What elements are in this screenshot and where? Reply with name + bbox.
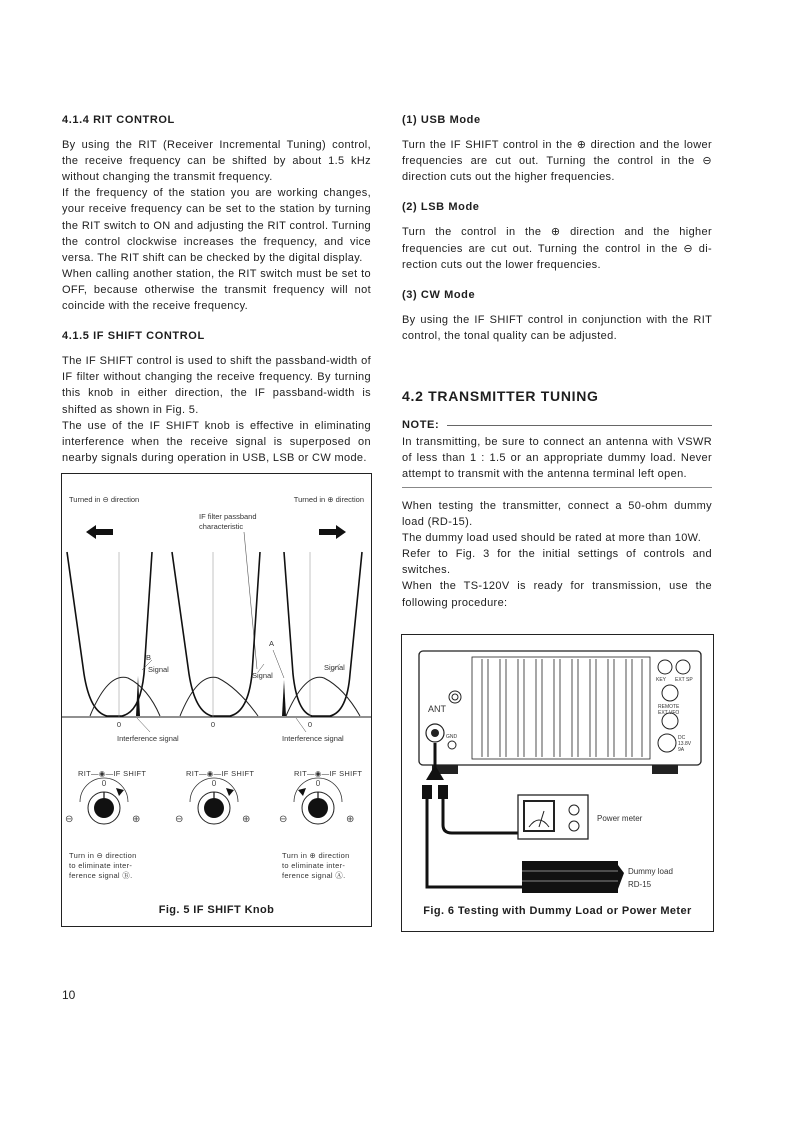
label-b: B xyxy=(146,653,152,662)
fig6-box xyxy=(401,634,714,932)
dc-spec-2: 9A xyxy=(678,747,685,753)
knob-zero-2: 0 xyxy=(211,779,217,788)
knob-minus-2: ⊖ xyxy=(175,814,184,825)
note-text: In transmitting, be sure to connect an antenna with VSWR of less than 1 : 1.5 or an appropriate dummy load. Never attempt to transmit with the antenna terminal left open. xyxy=(402,436,712,481)
signal-label-2: Signal xyxy=(252,671,273,680)
lsb-paragraph: Turn the control in the ⊕ direction and the higher frequencies are cut out. Turning the control in the ⊖ di- rection cuts out the lower frequencies. xyxy=(402,226,712,271)
ext-vfo-label: EXT VFO xyxy=(658,710,680,716)
knob-zero-1: 0 xyxy=(101,779,107,788)
dc-spec-1: 13.8V xyxy=(678,741,692,747)
dummy-load-model: RD-15 xyxy=(628,880,652,889)
note-divider xyxy=(402,487,712,488)
dummy-load-label: Dummy load xyxy=(628,867,673,876)
left-column xyxy=(62,112,371,466)
label-a: A xyxy=(269,639,275,648)
signal-label-3: Signal xyxy=(324,663,345,672)
interference-label-2: Interference signal xyxy=(282,734,344,743)
usb-paragraph: Turn the IF SHIFT control in the ⊕ direction and the lower frequencies are cut out. Turning the control in the ⊖ direction cuts out the higher frequencies. xyxy=(402,139,712,184)
page-number: 10 xyxy=(62,988,76,1002)
rit-heading: 4.1.4 RIT CONTROL xyxy=(62,114,175,126)
zero-label-3: 0 xyxy=(307,720,313,729)
knob-plus-2: ⊕ xyxy=(242,814,251,825)
cw-heading: (3) CW Mode xyxy=(402,288,476,301)
ant-label: ANT xyxy=(428,704,446,714)
dc-label: DC xyxy=(678,735,686,741)
if-shift-paragraph: The IF SHIFT control is used to shift the passband-width of IF filter without changing the receive frequency. By turning this knob in either direction, the IF passband-width is shifted as shown in Fig. 5. The use of the IF SHIFT knob is effective in eliminating interference when the receive signal is superposed on nearby signals during operation in USB, LSB or CW mode. xyxy=(62,355,371,464)
knob-zero-3: 0 xyxy=(315,779,321,788)
knob-plus-1: ⊕ xyxy=(132,814,141,825)
remote-label: REMOTE xyxy=(658,704,680,710)
knob-minus-1: ⊖ xyxy=(65,814,74,825)
knob-minus-3: ⊖ xyxy=(279,814,288,825)
usb-heading: (1) USB Mode xyxy=(402,114,481,126)
knob-label-2: RIT—◉—IF SHIFT xyxy=(186,769,255,778)
signal-label-1: Signal xyxy=(148,665,169,674)
if-shift-heading: 4.1.5 IF SHIFT CONTROL xyxy=(62,330,205,343)
right-column xyxy=(402,112,712,344)
zero-label-1: 0 xyxy=(116,720,122,729)
note-heading: NOTE: xyxy=(402,419,440,431)
turned-minus-label: Turned in ⊖ direction xyxy=(69,495,140,504)
note-block xyxy=(402,417,712,482)
transmitter-tuning-title: 4.2 TRANSMITTER TUNING xyxy=(402,388,599,404)
left-arrow xyxy=(86,525,113,539)
knob-label-1: RIT—◉—IF SHIFT xyxy=(78,769,147,778)
filter-label-2: characteristic xyxy=(199,522,244,531)
fig6-caption: Fig. 6 Testing with Dummy Load or Power Meter xyxy=(423,905,692,917)
filter-label-1: IF filter passband xyxy=(199,512,257,521)
interference-label-1: Interference signal xyxy=(117,734,179,743)
dummy-load-body xyxy=(522,861,618,893)
key-label: KEY xyxy=(656,677,667,683)
knob-plus-3: ⊕ xyxy=(346,814,355,825)
right-arrow xyxy=(319,525,346,539)
power-meter-label: Power meter xyxy=(597,814,643,823)
fig6-diagram xyxy=(402,635,713,931)
rit-paragraph: By using the RIT (Receiver Incremental Tuning) control, the receive frequency can be shifted by about 1.5 kHz without changing the transmit frequency. If the frequency of the station you are working changes, your receive frequency can be set to the station by turning the RIT switch to ON and adjusting the RIT control. Turning the control clockwise increases the frequency, and vice versa. The RIT shift can be checked by the digital display. When calling another station, the RIT switch must be set to OFF, because otherwise the transmit frequency will not coincide with the receive frequency. xyxy=(62,139,371,313)
knob-row xyxy=(62,764,371,864)
turn-plus-note: Turn in ⊕ direction to eliminate inter- ference signal Ⓐ. xyxy=(282,851,350,880)
zero-label-2: 0 xyxy=(210,720,216,729)
ext-sp-label: EXT SP xyxy=(675,677,693,683)
cw-paragraph: By using the IF SHIFT control in conjunction with the RIT control, the tonal quality can be adjusted. xyxy=(402,313,712,342)
knob-label-3: RIT—◉—IF SHIFT xyxy=(294,769,363,778)
lsb-heading: (2) LSB Mode xyxy=(402,201,480,214)
fig5-box xyxy=(61,473,372,927)
fig5-caption: Fig. 5 IF SHIFT Knob xyxy=(158,904,275,916)
turn-minus-note: Turn in ⊖ direction to eliminate inter- ference signal Ⓑ. xyxy=(69,851,137,880)
gnd-label: GND xyxy=(446,734,458,740)
turned-plus-label: Turned in ⊕ direction xyxy=(293,495,364,504)
transmitter-paragraph: When testing the transmitter, connect a 50-ohm dummy load (RD-15). The dummy load used should be rated at more than 10W. Refer to Fig. 3 for the initial settings of controls and switches. When the TS-120V is ready for transmission, use the following procedure: xyxy=(402,500,712,609)
